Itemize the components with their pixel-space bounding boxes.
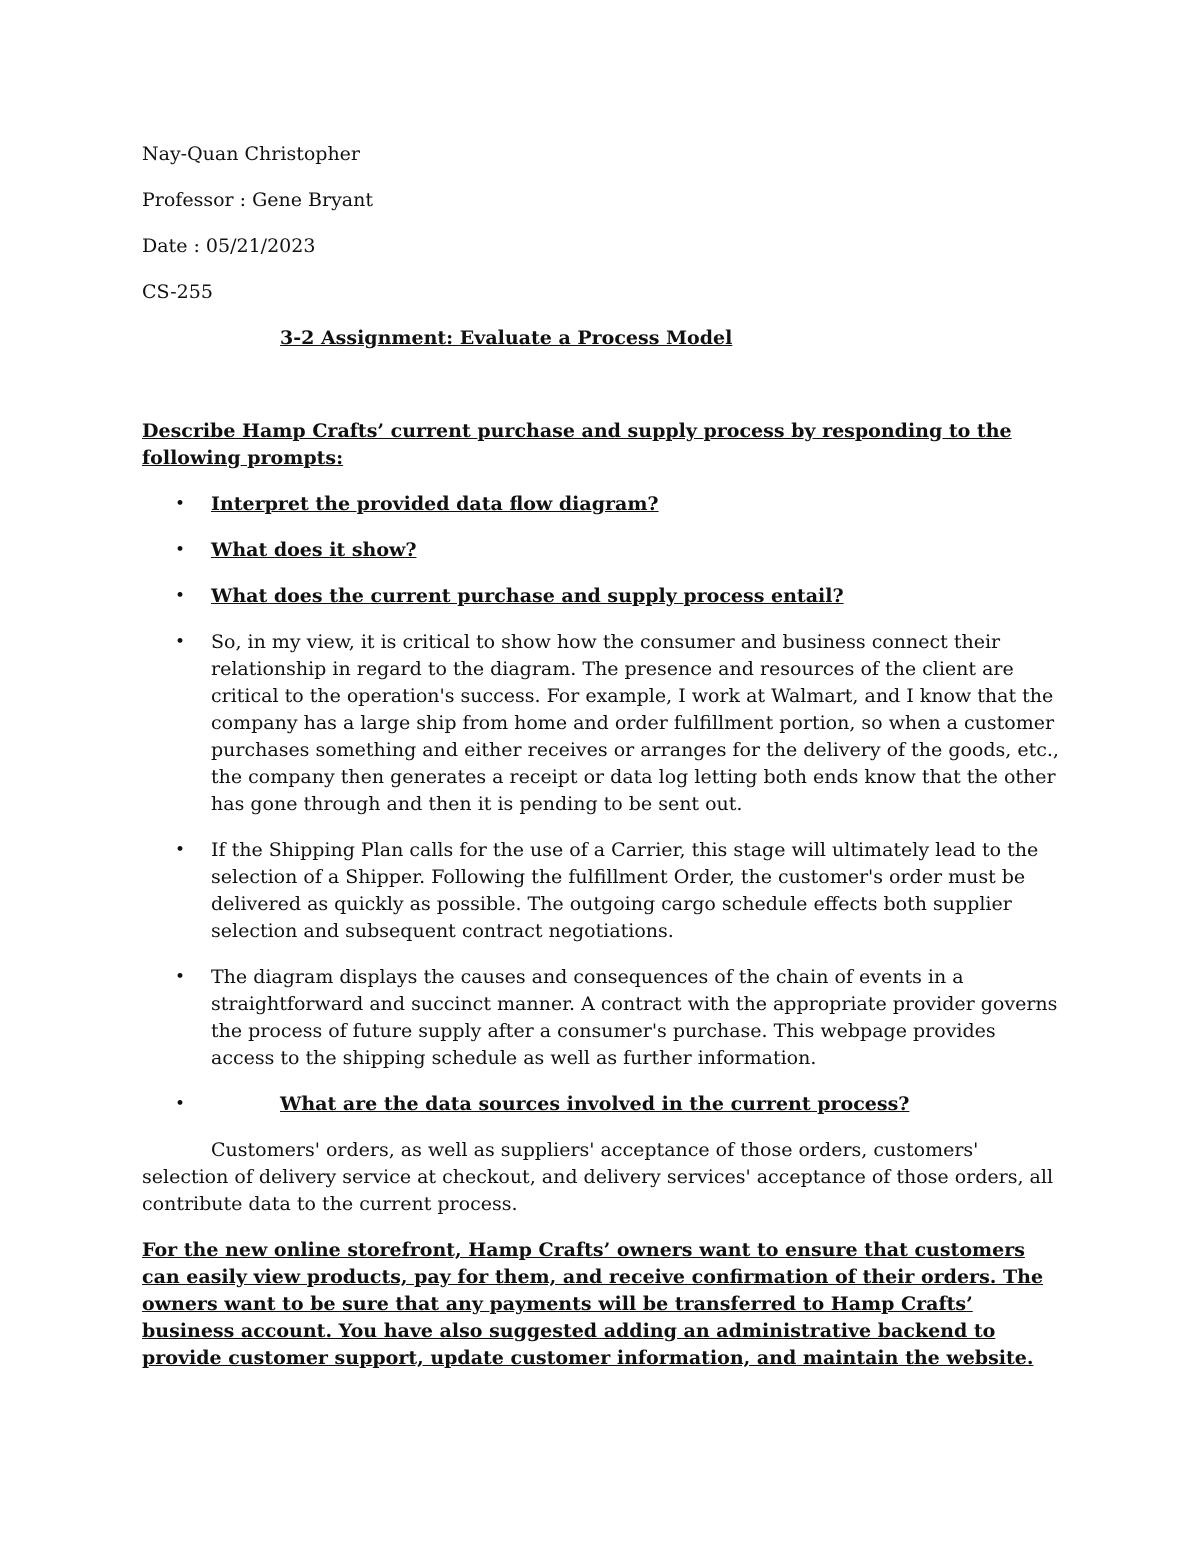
bullet-icon: •: [175, 967, 186, 987]
closing-prompt: For the new online storefront, Hamp Crafts’ owners want to ensure that customers can easily view products, pay for them, and receive confirmation of their orders. The owners want to be sure that any payments will be transferred to Hamp Crafts’ business account. You have also suggested adding an administrative backend to provide customer support, update customer information, and maintain the website.: [142, 1239, 1044, 1369]
assignment-title: 3-2 Assignment: Evaluate a Process Model: [280, 327, 733, 349]
question-3: What does the current purchase and supply process entail?: [211, 585, 844, 607]
bullet-icon: •: [175, 494, 186, 514]
course-line: CS-255: [142, 281, 213, 303]
list-item: [142, 491, 1062, 518]
answer-3: The diagram displays the causes and consequences of the chain of events in a straightforward and succinct manner. A contract with the appropriate provider governs the process of future supply after a consumer's purchase. This webpage provides access to the shipping schedule as well as further information.: [211, 966, 1058, 1069]
bullet-icon: •: [175, 632, 186, 652]
list-item: [142, 964, 1062, 1072]
bullet-icon: •: [175, 540, 186, 560]
document-body: [142, 141, 1062, 1372]
bullet-list: [142, 491, 1062, 1118]
bullet-icon: •: [175, 840, 186, 860]
professor-line: Professor : Gene Bryant: [142, 189, 374, 211]
answer-2: If the Shipping Plan calls for the use of a Carrier, this stage will ultimately lead to the selection of a Shipper. Following the fulfillment Order, the customer's order must be delivered as quickly as possible. The outgoing cargo schedule effects both supplier selection and subsequent contract negotiations.: [211, 839, 1039, 942]
question-4: What are the data sources involved in the current process?: [280, 1093, 910, 1115]
question-1: Interpret the provided data flow diagram?: [211, 493, 659, 515]
list-item: [142, 537, 1062, 564]
question-2: What does it show?: [211, 539, 417, 561]
list-item: [142, 837, 1062, 945]
answer-4: Customers' orders, as well as suppliers' acceptance of those orders, customers' selection of delivery service at checkout, and delivery services' acceptance of those orders, all contribute data to the current process.: [142, 1139, 1054, 1215]
list-item: [142, 583, 1062, 610]
list-item: [142, 629, 1062, 818]
date-line: Date : 05/21/2023: [142, 235, 316, 257]
bullet-icon: •: [175, 586, 186, 606]
prompt-intro: Describe Hamp Crafts’ current purchase and supply process by responding to the following prompts:: [142, 420, 1012, 469]
answer-1: So, in my view, it is critical to show how the consumer and business connect their relationship in regard to the diagram. The presence and resources of the client are critical to the operation's success. For example, I work at Walmart, and I know that the company has a large ship from home and order fulfillment portion, so when a customer purchases something and either receives or arranges for the delivery of the goods, etc., the company then generates a receipt or data log letting both ends know that the other has gone through and then it is pending to be sent out.: [211, 631, 1059, 815]
list-item: [142, 1091, 1062, 1118]
bullet-icon: •: [175, 1094, 186, 1114]
student-name: Nay-Quan Christopher: [142, 143, 361, 165]
